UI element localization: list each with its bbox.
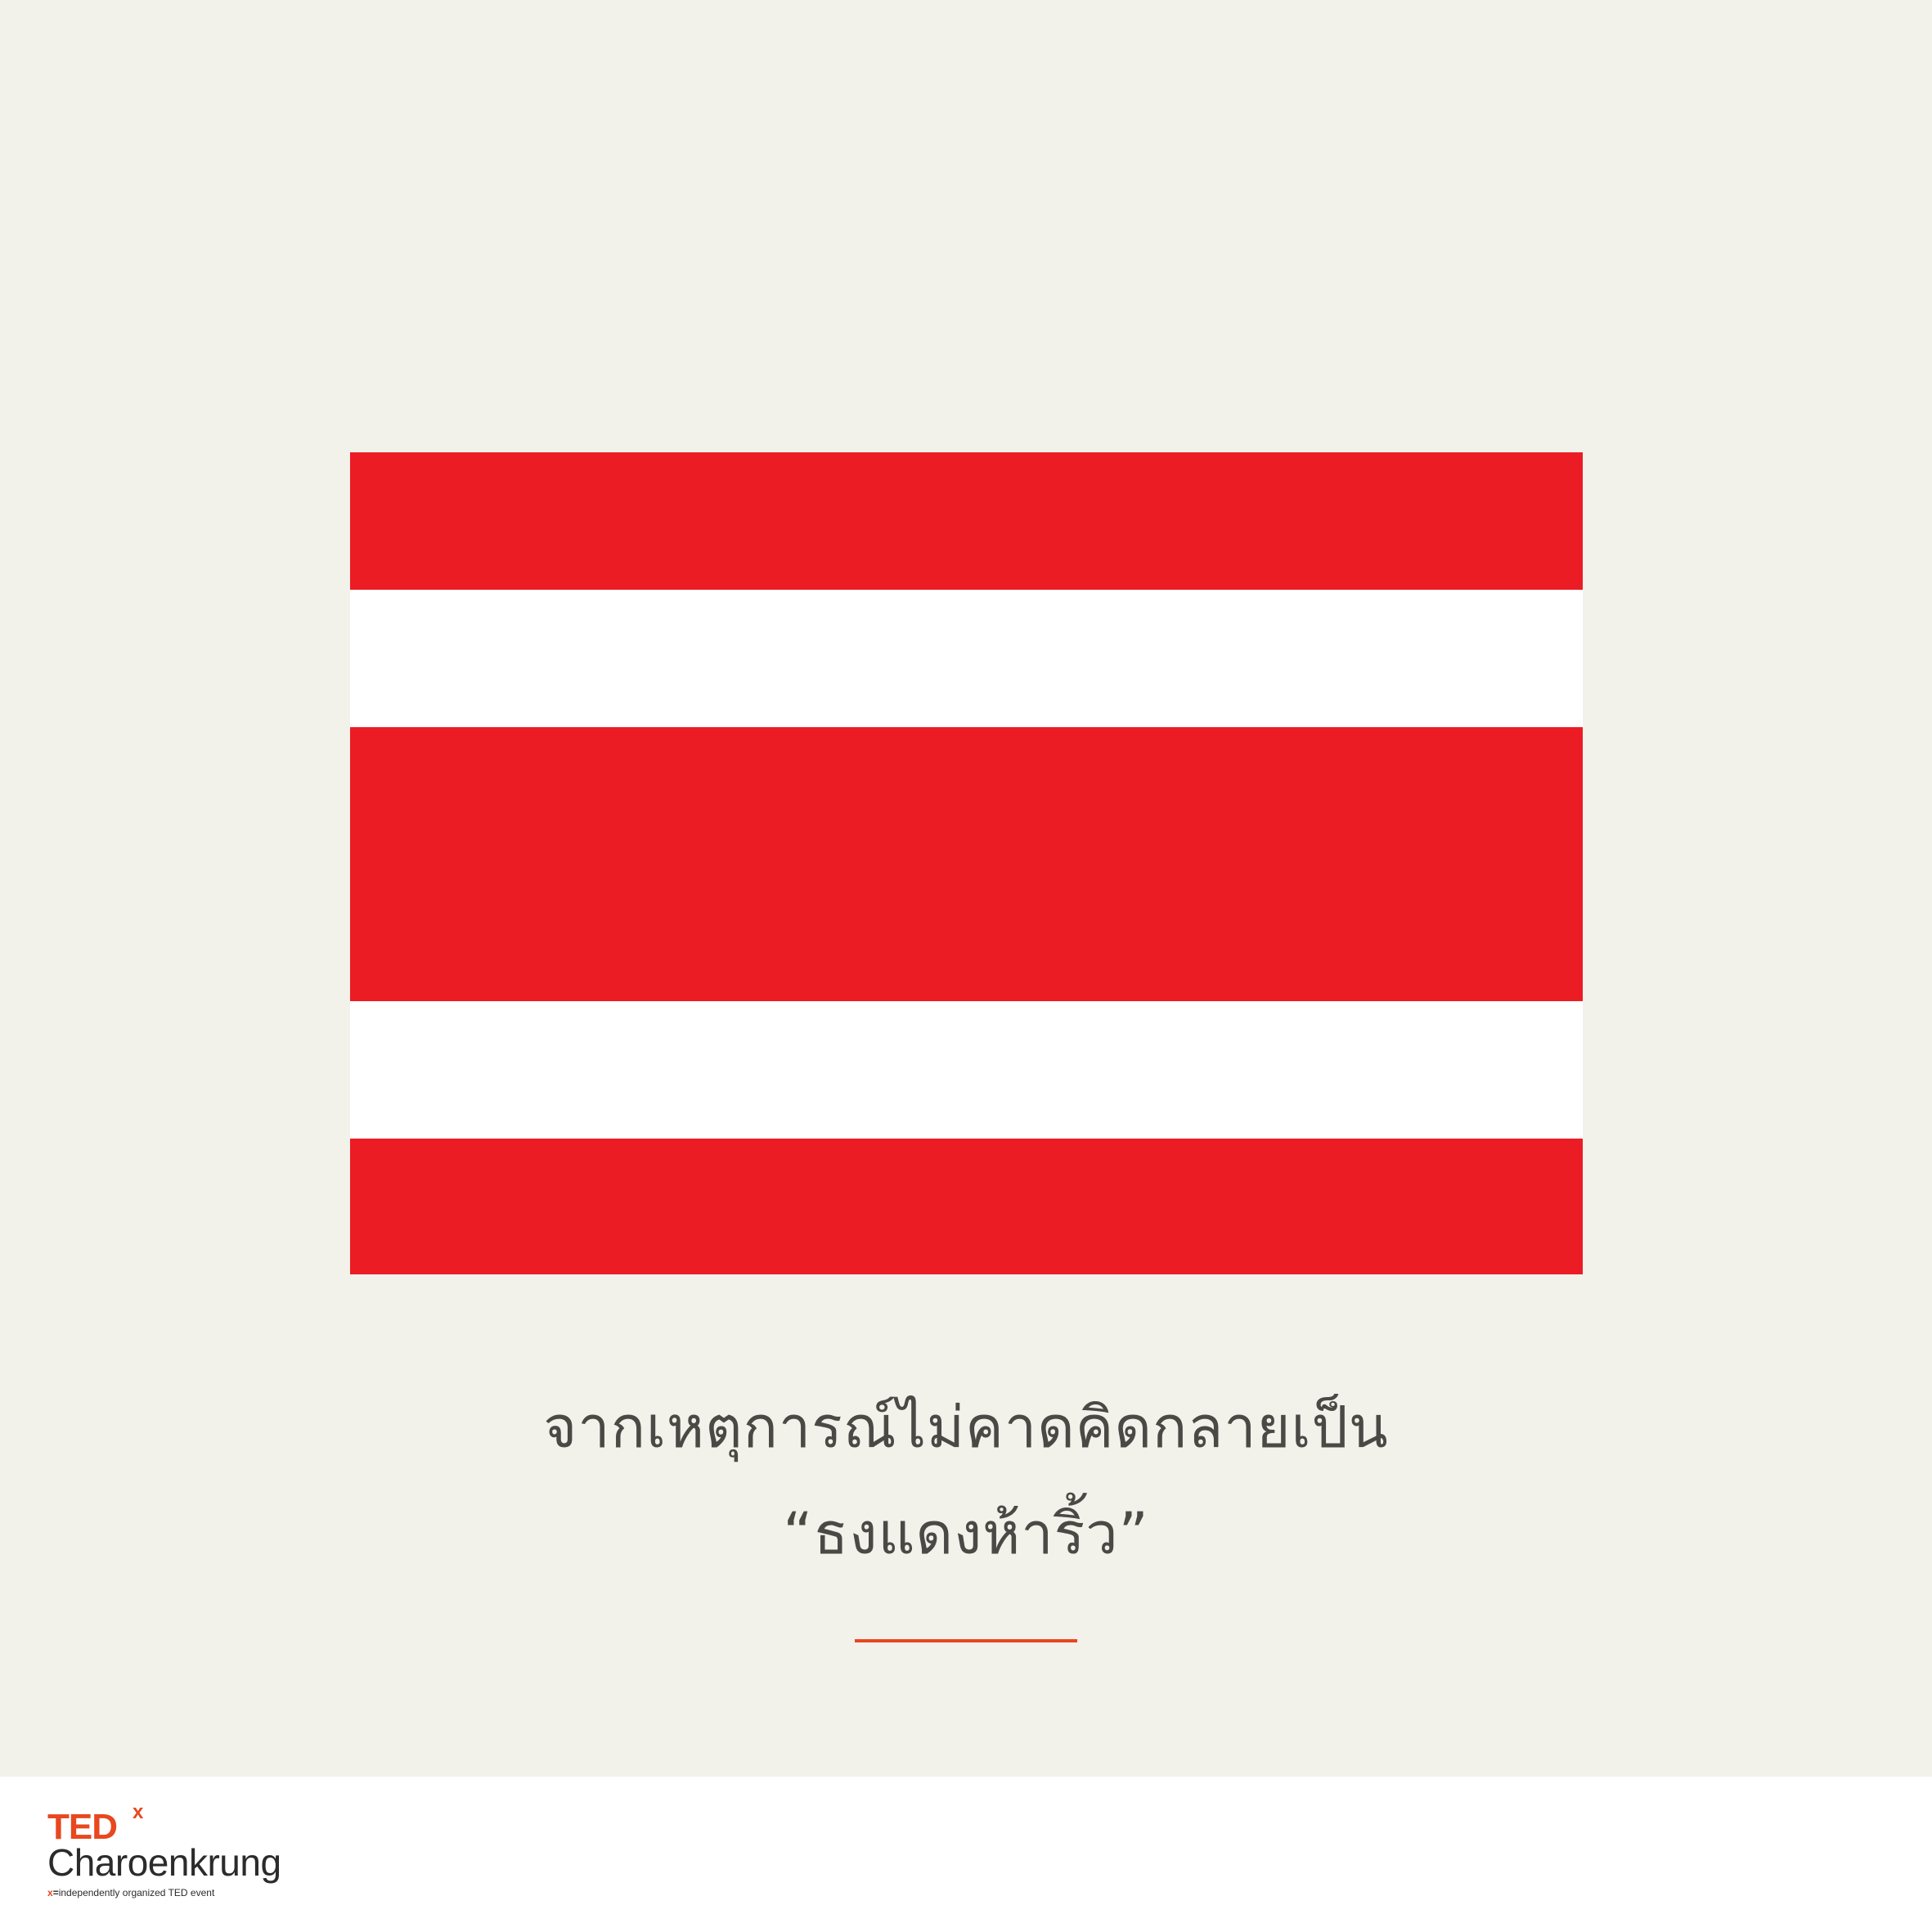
caption-line-1: จากเหตุการณ์ไม่คาดคิดกลายเป็น xyxy=(543,1394,1389,1461)
flag-stripe-red xyxy=(350,452,1583,590)
flag-stripe-white xyxy=(350,590,1583,727)
logo-tagline-eq: = xyxy=(52,1887,59,1898)
caption-line-2: “ธงแดงห้าริ้ว” xyxy=(783,1500,1149,1567)
flag-stripe-red xyxy=(350,1139,1583,1274)
logo-tagline xyxy=(47,1888,214,1898)
accent-divider xyxy=(855,1639,1077,1642)
flag-stripe-white xyxy=(350,1001,1583,1139)
logo-tagline-text: independently organized TED event xyxy=(58,1887,215,1898)
logo-x-mark: x xyxy=(133,1801,144,1823)
logo-tagline-x: x xyxy=(47,1887,53,1898)
flag-illustration xyxy=(350,452,1583,1274)
logo-city-name: Charoenkrung xyxy=(47,1841,281,1884)
logo-ted-wordmark: TED xyxy=(47,1807,117,1847)
footer-bar xyxy=(0,1777,1932,1932)
flag-stripe-red xyxy=(350,727,1583,1001)
